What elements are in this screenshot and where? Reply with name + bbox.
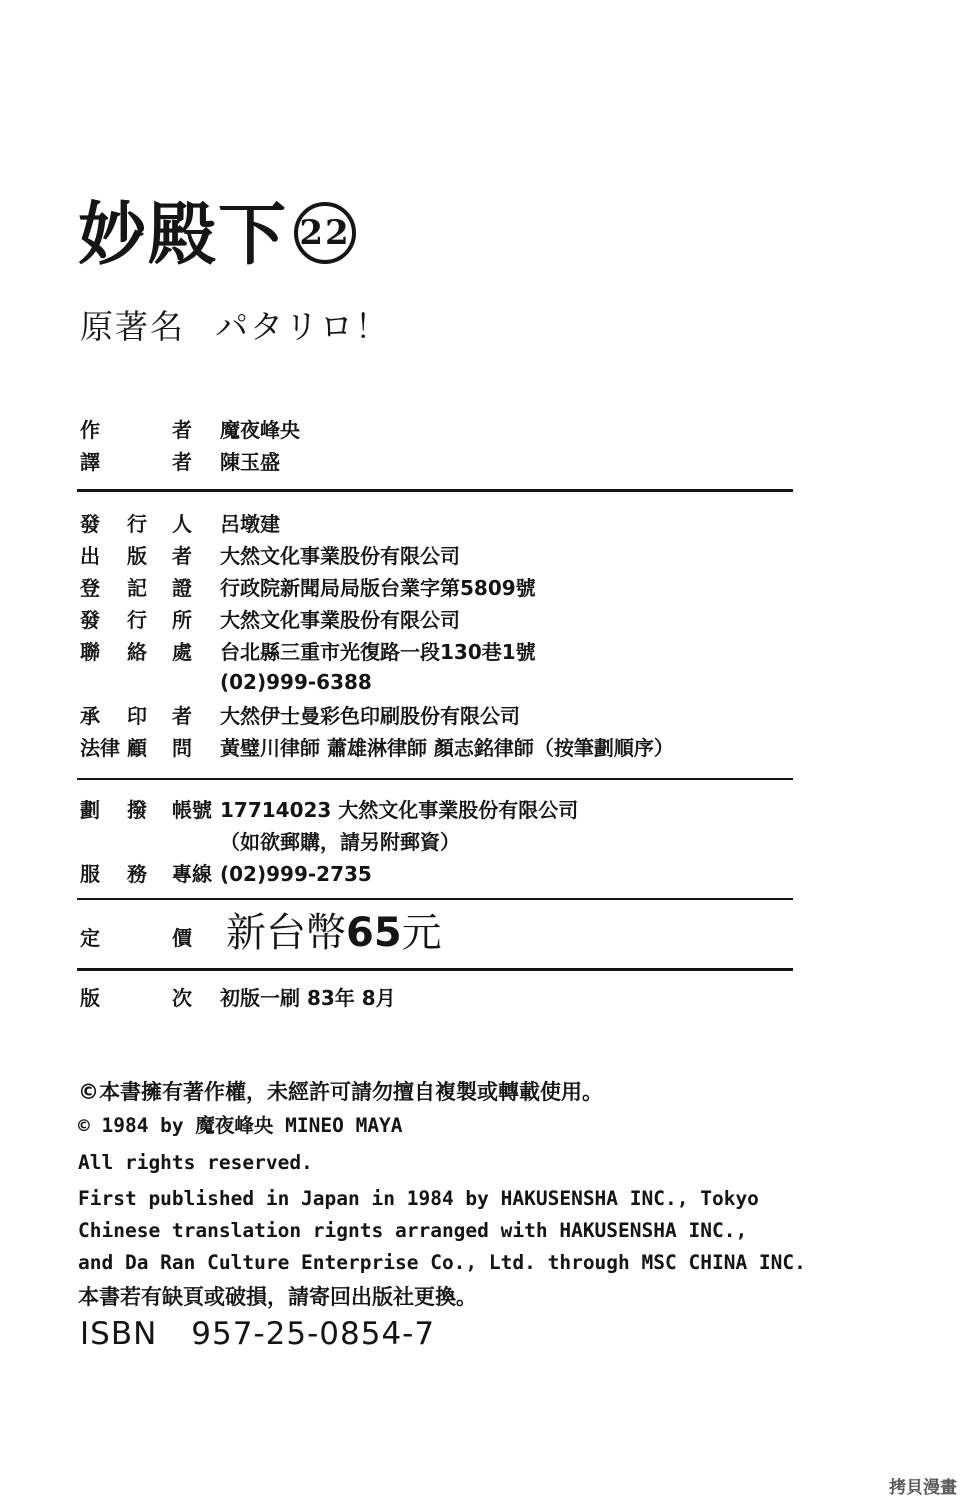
original-title-value: パタリロ！ bbox=[215, 307, 390, 346]
divider bbox=[77, 778, 793, 780]
isbn-label: ISBN bbox=[80, 1316, 158, 1352]
postal-value: （如欲郵購，請另附郵資） bbox=[220, 830, 460, 854]
credit-label: 譯 者 bbox=[80, 450, 192, 474]
rights-reserved: All rights reserved. bbox=[78, 1151, 313, 1174]
info-value: 呂墩建 bbox=[220, 512, 280, 536]
price-value bbox=[226, 908, 442, 958]
price-label: 定 價 bbox=[80, 926, 192, 950]
edition-value: 初版一刷 83年 8月 bbox=[220, 986, 396, 1010]
info-label: 承 印 者 bbox=[80, 704, 192, 728]
first-published-line: First published in Japan in 1984 by HAKUSENSHA INC., Tokyo bbox=[78, 1187, 759, 1210]
info-label: 法律 顧 問 bbox=[80, 736, 192, 760]
price-amount: 65 bbox=[346, 910, 402, 956]
credit-value: 魔夜峰央 bbox=[220, 418, 300, 442]
info-label: 出 版 者 bbox=[80, 544, 192, 568]
divider bbox=[77, 968, 793, 971]
translation-rights-line: Chinese translation rignts arranged with HAKUSENSHA INC., bbox=[78, 1219, 748, 1242]
info-label: 登 記 證 bbox=[80, 576, 192, 600]
info-label: 發 行 人 bbox=[80, 512, 192, 536]
divider bbox=[77, 898, 793, 900]
postal-value: 17714023 大然文化事業股份有限公司 bbox=[220, 798, 579, 822]
credit-label: 作 者 bbox=[80, 418, 192, 442]
info-value: (02)999-6388 bbox=[220, 670, 372, 694]
enterprise-line: and Da Ran Culture Enterprise Co., Ltd. through MSC CHINA INC. bbox=[78, 1251, 806, 1274]
info-value: 黃璧川律師 蕭雄淋律師 顏志銘律師（按筆劃順序） bbox=[220, 736, 674, 760]
price-prefix: 新台幣 bbox=[226, 910, 346, 956]
replacement-notice: 本書若有缺頁或破損，請寄回出版社更換。 bbox=[78, 1285, 477, 1309]
info-label: 聯 絡 處 bbox=[80, 640, 192, 664]
copyright-notice-zh: ©本書擁有著作權，未經許可請勿擅自複製或轉載使用。 bbox=[78, 1080, 603, 1104]
info-value: 台北縣三重市光復路一段130巷1號 bbox=[220, 640, 536, 664]
isbn-value: 957-25-0854-7 bbox=[191, 1316, 436, 1352]
isbn bbox=[80, 1314, 435, 1354]
original-title bbox=[80, 306, 390, 348]
postal-value: (02)999-2735 bbox=[220, 862, 372, 886]
info-label: 發 行 所 bbox=[80, 608, 192, 632]
postal-label: 劃 撥 帳號 bbox=[80, 798, 212, 822]
credit-value: 陳玉盛 bbox=[220, 450, 280, 474]
volume-number-badge: 22 bbox=[294, 202, 356, 264]
edition-label: 版 次 bbox=[80, 986, 192, 1010]
watermark: 拷貝漫畫 bbox=[889, 1478, 957, 1498]
info-value: 行政院新聞局局版台業字第5809號 bbox=[220, 576, 536, 600]
price-unit: 元 bbox=[401, 910, 442, 956]
original-title-label: 原著名 bbox=[80, 307, 185, 346]
info-value: 大然文化事業股份有限公司 bbox=[220, 608, 460, 632]
copyright-holder: © 1984 by 魔夜峰央 MINEO MAYA bbox=[78, 1114, 403, 1137]
info-label bbox=[80, 668, 198, 696]
postal-label bbox=[80, 828, 198, 856]
info-value: 大然文化事業股份有限公司 bbox=[220, 544, 460, 568]
divider bbox=[77, 489, 793, 492]
book-title bbox=[78, 196, 356, 276]
book-title-text: 妙殿下 bbox=[78, 196, 289, 275]
info-value: 大然伊士曼彩色印刷股份有限公司 bbox=[220, 704, 520, 728]
postal-label: 服 務 專線 bbox=[80, 862, 212, 886]
